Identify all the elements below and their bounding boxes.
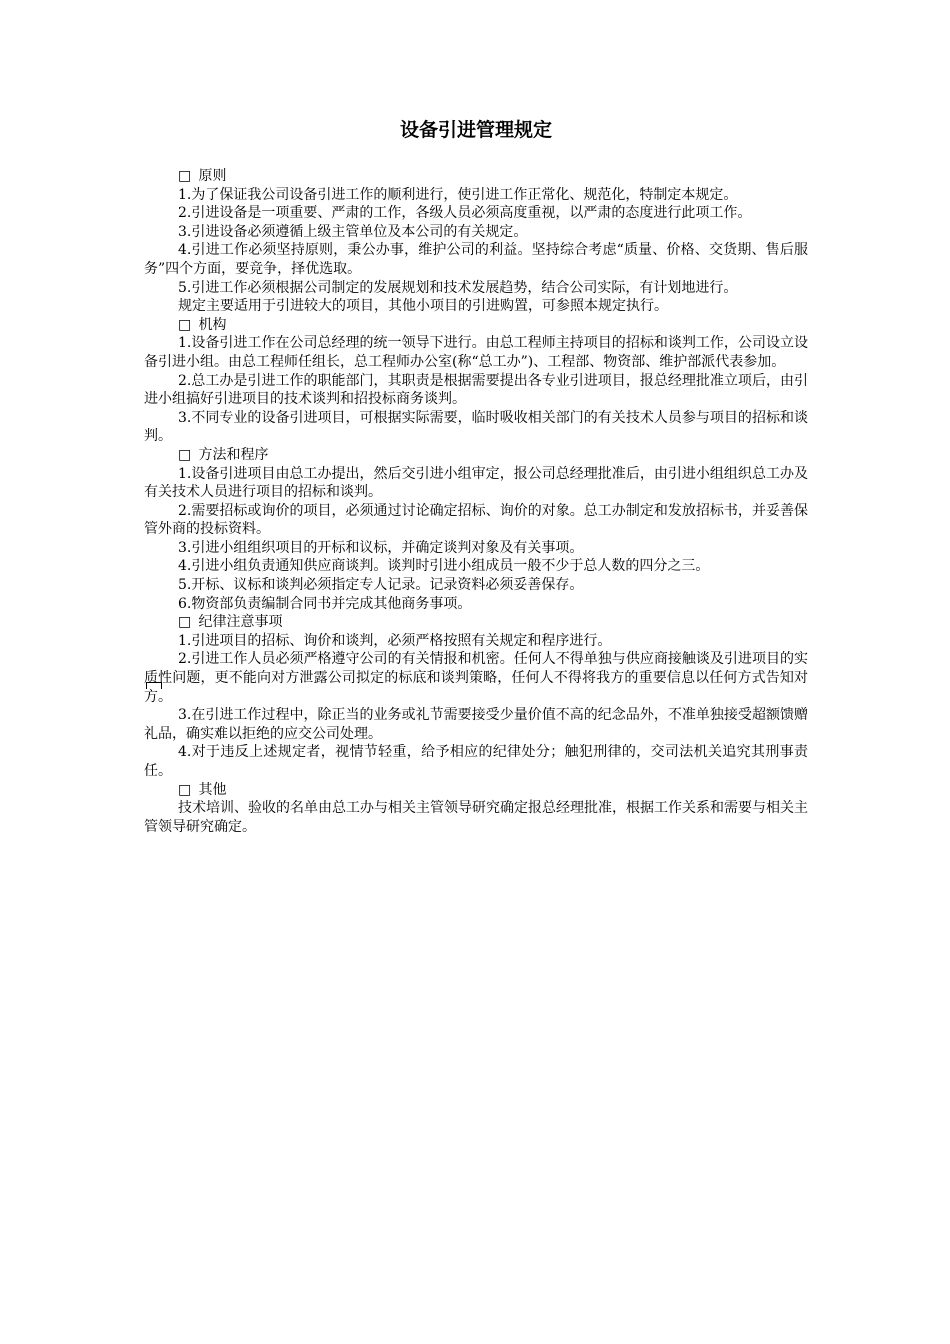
paragraph: 4.引进小组负责通知供应商谈判。谈判时引进小组成员一般不少于总人数的四分之三。: [178, 558, 710, 575]
checkbox-square-icon: □: [178, 168, 192, 184]
section-title: 方法和程序: [198, 446, 269, 463]
paragraph: 6.物资部负责编制合同书并完成其他商务事项。: [178, 595, 472, 612]
checkbox-square-icon: □: [178, 781, 192, 798]
margin-bracket-mark-icon: [146, 682, 162, 689]
paragraph: 2.需要招标或询价的项目，必须通过讨论确定招标、询价的对象。总工办制定和发放招标书，并妥善保管外商的投标资料。: [144, 502, 808, 538]
section-title: 原则: [198, 168, 227, 184]
paragraph: 3.引进小组组织项目的开标和议标，并确定谈判对象及有关事项。: [178, 539, 584, 556]
document-title: 设备引进管理规定: [399, 119, 552, 141]
section-heading-principles: [144, 167, 808, 186]
paragraph: 1.为了保证我公司设备引进工作的顺利进行，使引进工作正常化、规范化，特制定本规定。: [178, 186, 738, 203]
document-body: [144, 167, 808, 836]
paragraph: 3.引进设备必须遵循上级主管单位及本公司的有关规定。: [178, 223, 528, 240]
paragraph: 2.总工办是引进工作的职能部门，其职责是根据需要提出各专业引进项目，报总经理批准立项后，由引进小组搞好引进项目的技术谈判和招投标商务谈判。: [144, 372, 808, 408]
paragraph: 4.引进工作必须坚持原则，秉公办事，维护公司的利益。坚持综合考虑“质量、价格、交货期、售后服务”四个方面，要竞争，择优选取。: [144, 242, 808, 277]
paragraph: 1.设备引进项目由总工办提出，然后交引进小组审定，报公司总经理批准后，由引进小组组织总工办及有关技术人员进行项目的招标和谈判。: [144, 465, 808, 501]
checkbox-square-icon: □: [178, 614, 192, 631]
paragraph: 技术培训、验收的名单由总工办与相关主管领导研究确定报总经理批准，根据工作关系和需要与相关主管领导研究确定。: [144, 800, 808, 835]
section-title: 纪律注意事项: [198, 614, 283, 631]
paragraph: 5.开标、议标和谈判必须指定专人记录。记录资料必须妥善保存。: [178, 577, 584, 594]
section-title: 其他: [198, 781, 227, 798]
section-heading-other: [144, 781, 808, 800]
section-title: 机构: [198, 316, 227, 333]
paragraph: 5.引进工作必须根据公司制定的发展规划和技术发展趋势，结合公司实际，有计划地进行。: [178, 279, 738, 296]
paragraph: 3.不同专业的设备引进项目，可根据实际需要，临时吸收相关部门的有关技术人员参与项目的招标和谈判。: [144, 409, 808, 445]
paragraph: 1.引进项目的招标、询价和谈判，必须严格按照有关规定和程序进行。: [178, 632, 612, 649]
checkbox-square-icon: □: [178, 316, 192, 333]
section-heading-methods: [144, 446, 808, 465]
paragraph: 2.引进工作人员必须严格遵守公司的有关情报和机密。任何人不得单独与供应商接触谈及引进项目的实质性问题，更不能向对方泄露公司拟定的标底和谈判策略，任何人不得将我方的重要信息以任何方式告知对方。: [144, 651, 808, 705]
paragraph: 规定主要适用于引进较大的项目，其他小项目的引进购置，可参照本规定执行。: [178, 298, 668, 315]
paragraph: 2.引进设备是一项重要、严肃的工作，各级人员必须高度重视，以严肃的态度进行此项工作。: [178, 205, 752, 222]
paragraph: 4.对于违反上述规定者，视情节轻重，给予相应的纪律处分；触犯刑律的，交司法机关追究其刑事责任。: [144, 744, 808, 779]
section-heading-discipline: [144, 613, 808, 632]
checkbox-square-icon: □: [178, 446, 192, 463]
paragraph: 1.设备引进工作在公司总经理的统一领导下进行。由总工程师主持项目的招标和谈判工作，公司设立设备引进小组。由总工程师任组长，总工程师办公室(称“总工办”)、工程部、物资部、维护部派代表参加。: [144, 335, 808, 370]
section-heading-organization: [144, 316, 808, 335]
paragraph: 3.在引进工作过程中，除正当的业务或礼节需要接受少量价值不高的纪念品外，不准单独接受超额馈赠礼品，确实难以拒绝的应交公司处理。: [144, 707, 808, 742]
